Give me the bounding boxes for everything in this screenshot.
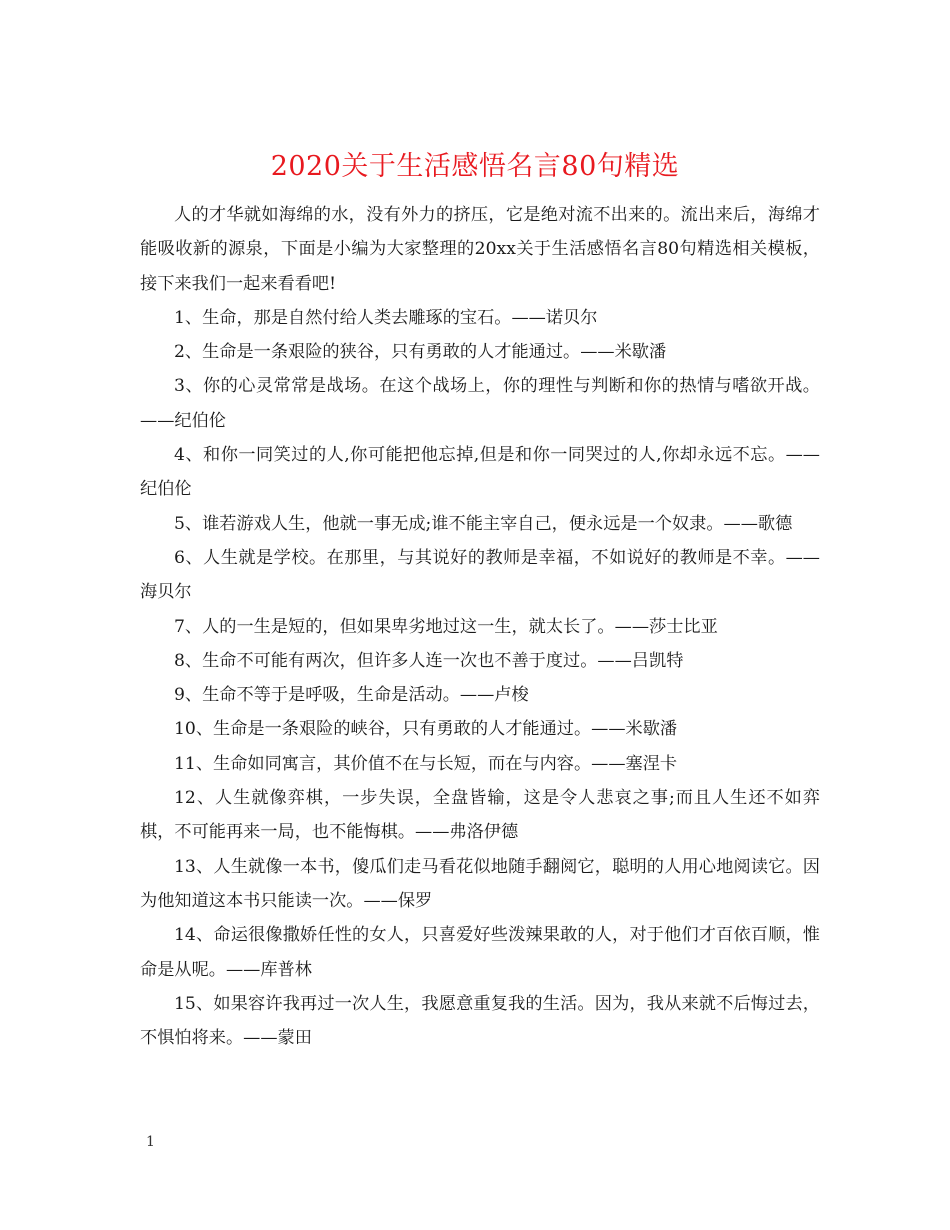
quote-2: 2、生命是一条艰险的狭谷，只有勇敢的人才能通过。——米歇潘 <box>174 342 667 363</box>
quote-4: 4、和你一同笑过的人,你可能把他忘掉,但是和你一同哭过的人,你却永远不忘。——纪伯伦 <box>140 445 820 500</box>
intro-paragraph: 人的才华就如海绵的水，没有外力的挤压，它是绝对流不出来的。流出来后，海绵才能吸收新的源泉，下面是小编为大家整理的20xx关于生活感悟名言80句精选相关模板，接下来我们一起来看看吧! <box>140 205 820 294</box>
quote-11: 11、生命如同寓言，其价值不在与长短，而在与内容。——塞涅卡 <box>174 753 678 774</box>
quote-9: 9、生命不等于是呼吸，生命是活动。——卢梭 <box>174 685 529 706</box>
page-number: 1 <box>146 1134 155 1150</box>
quote-7: 7、人的一生是短的，但如果卑劣地过这一生，就太长了。——莎士比亚 <box>174 616 718 637</box>
quote-14: 14、命运很像撒娇任性的女人，只喜爱好些泼辣果敢的人，对于他们才百依百顺，惟命是从呢。——库普林 <box>140 925 820 980</box>
document-body <box>140 198 820 1055</box>
page-title: 2020关于生活感悟名言80句精选 <box>270 151 680 183</box>
quote-10: 10、生命是一条艰险的峡谷，只有勇敢的人才能通过。——米歇潘 <box>174 719 678 740</box>
quote-15: 15、如果容许我再过一次人生，我愿意重复我的生活。因为，我从来就不后悔过去，不惧怕将来。——蒙田 <box>140 993 820 1049</box>
quote-3: 3、你的心灵常常是战场。在这个战场上，你的理性与判断和你的热情与嗜欲开战。——纪伯伦 <box>140 376 820 431</box>
quote-1: 1、生命，那是自然付给人类去雕琢的宝石。——诺贝尔 <box>174 307 598 328</box>
quote-12: 12、人生就像弈棋，一步失误，全盘皆输，这是令人悲哀之事;而且人生还不如弈棋，不可能再来一局，也不能悔棋。——弗洛伊德 <box>140 788 820 843</box>
quote-6: 6、人生就是学校。在那里，与其说好的教师是幸福，不如说好的教师是不幸。——海贝尔 <box>140 547 820 603</box>
quote-5: 5、谁若游戏人生，他就一事无成;谁不能主宰自己，便永远是一个奴隶。——歌德 <box>174 513 793 534</box>
quote-13: 13、人生就像一本书，傻瓜们走马看花似地随手翻阅它，聪明的人用心地阅读它。因为他知道这本书只能读一次。——保罗 <box>140 856 820 911</box>
quote-8: 8、生命不可能有两次，但许多人连一次也不善于度过。——吕凯特 <box>174 650 684 671</box>
